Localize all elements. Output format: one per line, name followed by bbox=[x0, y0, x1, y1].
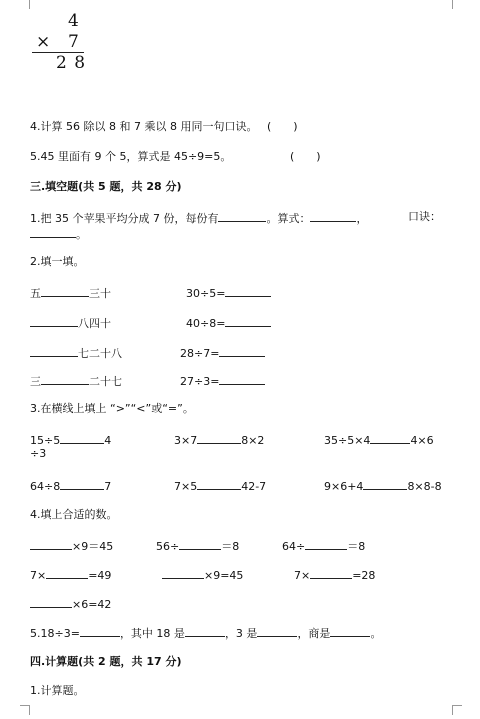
compare-right: 4 bbox=[104, 434, 112, 447]
fill-1-rhyme-label: 口诀： bbox=[408, 210, 441, 223]
fill-4-expr-post: ×9=45 bbox=[204, 569, 244, 582]
corner-mark-bottom-right bbox=[452, 705, 462, 715]
fill-3-row-1-item-2 bbox=[174, 432, 264, 448]
fill-4-expr-pre: 7× bbox=[30, 569, 47, 582]
fill-1-line-2 bbox=[30, 226, 87, 242]
compare-blank[interactable] bbox=[197, 432, 241, 444]
fill-1-text-c: ， bbox=[356, 212, 368, 225]
compare-left: 64÷8 bbox=[30, 480, 61, 493]
compare-right: 4×6 bbox=[410, 434, 434, 447]
fill-2-row-3-answer[interactable] bbox=[219, 345, 265, 357]
fill-2-title: 2.填一填。 bbox=[30, 255, 85, 268]
fill-2-row-3 bbox=[30, 345, 122, 361]
fill-2-row-2-post: 八四十 bbox=[78, 317, 111, 330]
question-5-answer-parens[interactable]: ( ) bbox=[290, 150, 321, 163]
fill-2-row-2-answer[interactable] bbox=[225, 315, 271, 327]
question-4 bbox=[30, 120, 298, 134]
fill-3-title: 3.在横线上填上 “>”“<”或“=”。 bbox=[30, 402, 194, 415]
fill-3-row-2-item-1 bbox=[30, 478, 111, 494]
fill-5-text-a: 5.18÷3= bbox=[30, 627, 80, 640]
fill-2-row-3-right bbox=[180, 345, 265, 361]
calc-1-title: 1.计算题。 bbox=[30, 684, 85, 697]
fill-3-row-1-item-3 bbox=[324, 432, 434, 448]
fill-2-row-4-right bbox=[180, 373, 265, 389]
compare-right: 8×8-8 bbox=[407, 480, 442, 493]
fill-4-expr-post: ×6=42 bbox=[72, 598, 112, 611]
question-4-text: 4.计算 56 除以 8 和 7 乘以 8 用同一句口诀。 bbox=[30, 120, 258, 133]
corner-mark-top-left bbox=[20, 0, 30, 9]
fill-1-blank-formula[interactable] bbox=[310, 210, 356, 222]
question-5-text: 5.45 里面有 9 个 5，算式是 45÷9=5。 bbox=[30, 150, 232, 163]
fill-4-expr-post: ＝8 bbox=[347, 540, 366, 553]
fill-2-row-3-post: 七二十八 bbox=[78, 347, 122, 360]
fill-2-row-2-expr: 40÷8= bbox=[186, 317, 226, 330]
fill-2-row-4-expr: 27÷3= bbox=[180, 375, 220, 388]
fill-4-row-2-item-2 bbox=[162, 567, 243, 583]
vertical-multiplier: 7 bbox=[68, 32, 79, 52]
compare-right: 8×2 bbox=[241, 434, 265, 447]
fill-1-blank-rhyme[interactable] bbox=[30, 226, 76, 238]
compare-blank[interactable] bbox=[60, 478, 104, 490]
fill-5-blank-dividend[interactable] bbox=[185, 625, 225, 637]
compare-blank[interactable] bbox=[60, 432, 104, 444]
fill-2-row-4-post: 二十七 bbox=[89, 375, 122, 388]
fill-2-row-2-blank[interactable] bbox=[30, 315, 78, 327]
fill-2-row-2 bbox=[30, 315, 111, 331]
section-4-title: 四.计算题(共 2 题，共 17 分) bbox=[30, 655, 182, 668]
fill-1-text-a: 1.把 35 个苹果平均分成 7 份，每份有 bbox=[30, 212, 219, 225]
fill-4-blank[interactable] bbox=[30, 596, 72, 608]
fill-2-row-1-pre: 五 bbox=[30, 287, 41, 300]
fill-4-row-1-item-3 bbox=[282, 538, 365, 554]
fill-2-row-1-answer[interactable] bbox=[225, 285, 271, 297]
fill-4-row-3 bbox=[30, 596, 111, 612]
corner-mark-bottom-left bbox=[20, 705, 30, 715]
vertical-top-number: 4 bbox=[68, 11, 79, 31]
compare-left: 15÷5 bbox=[30, 434, 61, 447]
fill-5 bbox=[30, 625, 381, 641]
fill-4-blank[interactable] bbox=[162, 567, 204, 579]
fill-4-blank[interactable] bbox=[46, 567, 88, 579]
fill-3-row-1-wrap: ÷3 bbox=[30, 447, 47, 460]
compare-left: 9×6+4 bbox=[324, 480, 364, 493]
fill-2-row-2-right bbox=[186, 315, 271, 331]
compare-left: 3×7 bbox=[174, 434, 198, 447]
fill-4-row-1-item-1 bbox=[30, 538, 113, 554]
fill-2-row-4-pre: 三 bbox=[30, 375, 41, 388]
fill-5-text-c: ，3 是 bbox=[224, 627, 258, 640]
fill-2-row-3-expr: 28÷7= bbox=[180, 347, 220, 360]
compare-blank[interactable] bbox=[370, 432, 410, 444]
fill-4-blank[interactable] bbox=[30, 538, 72, 550]
fill-4-row-1-item-2 bbox=[156, 538, 239, 554]
fill-2-row-3-blank[interactable] bbox=[30, 345, 78, 357]
fill-4-row-2-item-3 bbox=[294, 567, 375, 583]
fill-1-blank-per-share[interactable] bbox=[218, 210, 266, 222]
fill-4-title: 4.填上合适的数。 bbox=[30, 508, 118, 521]
compare-left: 7×5 bbox=[174, 480, 198, 493]
compare-right: 7 bbox=[104, 480, 112, 493]
fill-4-blank[interactable] bbox=[179, 538, 221, 550]
fill-1-line-1 bbox=[30, 210, 367, 226]
compare-left: 35÷5×4 bbox=[324, 434, 371, 447]
fill-2-row-1 bbox=[30, 285, 111, 301]
fill-4-expr-pre: 56÷ bbox=[156, 540, 180, 553]
fill-4-blank[interactable] bbox=[310, 567, 352, 579]
vertical-product: 2 8 bbox=[56, 53, 87, 73]
fill-5-blank-quotient[interactable] bbox=[330, 625, 370, 637]
question-5 bbox=[30, 150, 231, 164]
fill-1-text-b: 。算式： bbox=[266, 212, 311, 225]
question-4-answer-parens[interactable]: ( ) bbox=[266, 120, 298, 133]
fill-2-row-1-post: 三十 bbox=[89, 287, 111, 300]
fill-5-blank-divisor[interactable] bbox=[257, 625, 297, 637]
fill-3-row-2-item-3 bbox=[324, 478, 442, 494]
fill-5-text-b: ，其中 18 是 bbox=[119, 627, 185, 640]
fill-2-row-1-blank[interactable] bbox=[41, 285, 89, 297]
fill-2-row-4-blank[interactable] bbox=[41, 373, 89, 385]
compare-right: 42-7 bbox=[241, 480, 267, 493]
fill-5-blank-result[interactable] bbox=[80, 625, 120, 637]
corner-mark-top-right bbox=[452, 0, 462, 9]
fill-4-expr-post: =49 bbox=[88, 569, 112, 582]
fill-4-row-2-item-1 bbox=[30, 567, 111, 583]
fill-2-row-1-expr: 30÷5= bbox=[186, 287, 226, 300]
compare-blank[interactable] bbox=[197, 478, 241, 490]
fill-2-row-1-right bbox=[186, 285, 271, 301]
fill-4-expr-post: ×9＝45 bbox=[72, 540, 114, 553]
fill-2-row-4 bbox=[30, 373, 122, 389]
fill-4-expr-post: ＝8 bbox=[221, 540, 240, 553]
fill-4-blank[interactable] bbox=[305, 538, 347, 550]
vertical-times-sign: × bbox=[36, 32, 51, 52]
fill-1-end: 。 bbox=[76, 228, 87, 241]
fill-4-expr-pre: 64÷ bbox=[282, 540, 306, 553]
fill-2-row-4-answer[interactable] bbox=[219, 373, 265, 385]
fill-3-row-1-item-1 bbox=[30, 432, 111, 448]
compare-blank[interactable] bbox=[363, 478, 407, 490]
fill-5-text-e: 。 bbox=[370, 627, 382, 640]
fill-4-expr-post: =28 bbox=[352, 569, 376, 582]
fill-3-row-2-item-2 bbox=[174, 478, 266, 494]
section-3-title: 三.填空题(共 5 题，共 28 分) bbox=[30, 180, 182, 193]
fill-4-expr-pre: 7× bbox=[294, 569, 311, 582]
fill-5-text-d: ，商是 bbox=[297, 627, 331, 640]
